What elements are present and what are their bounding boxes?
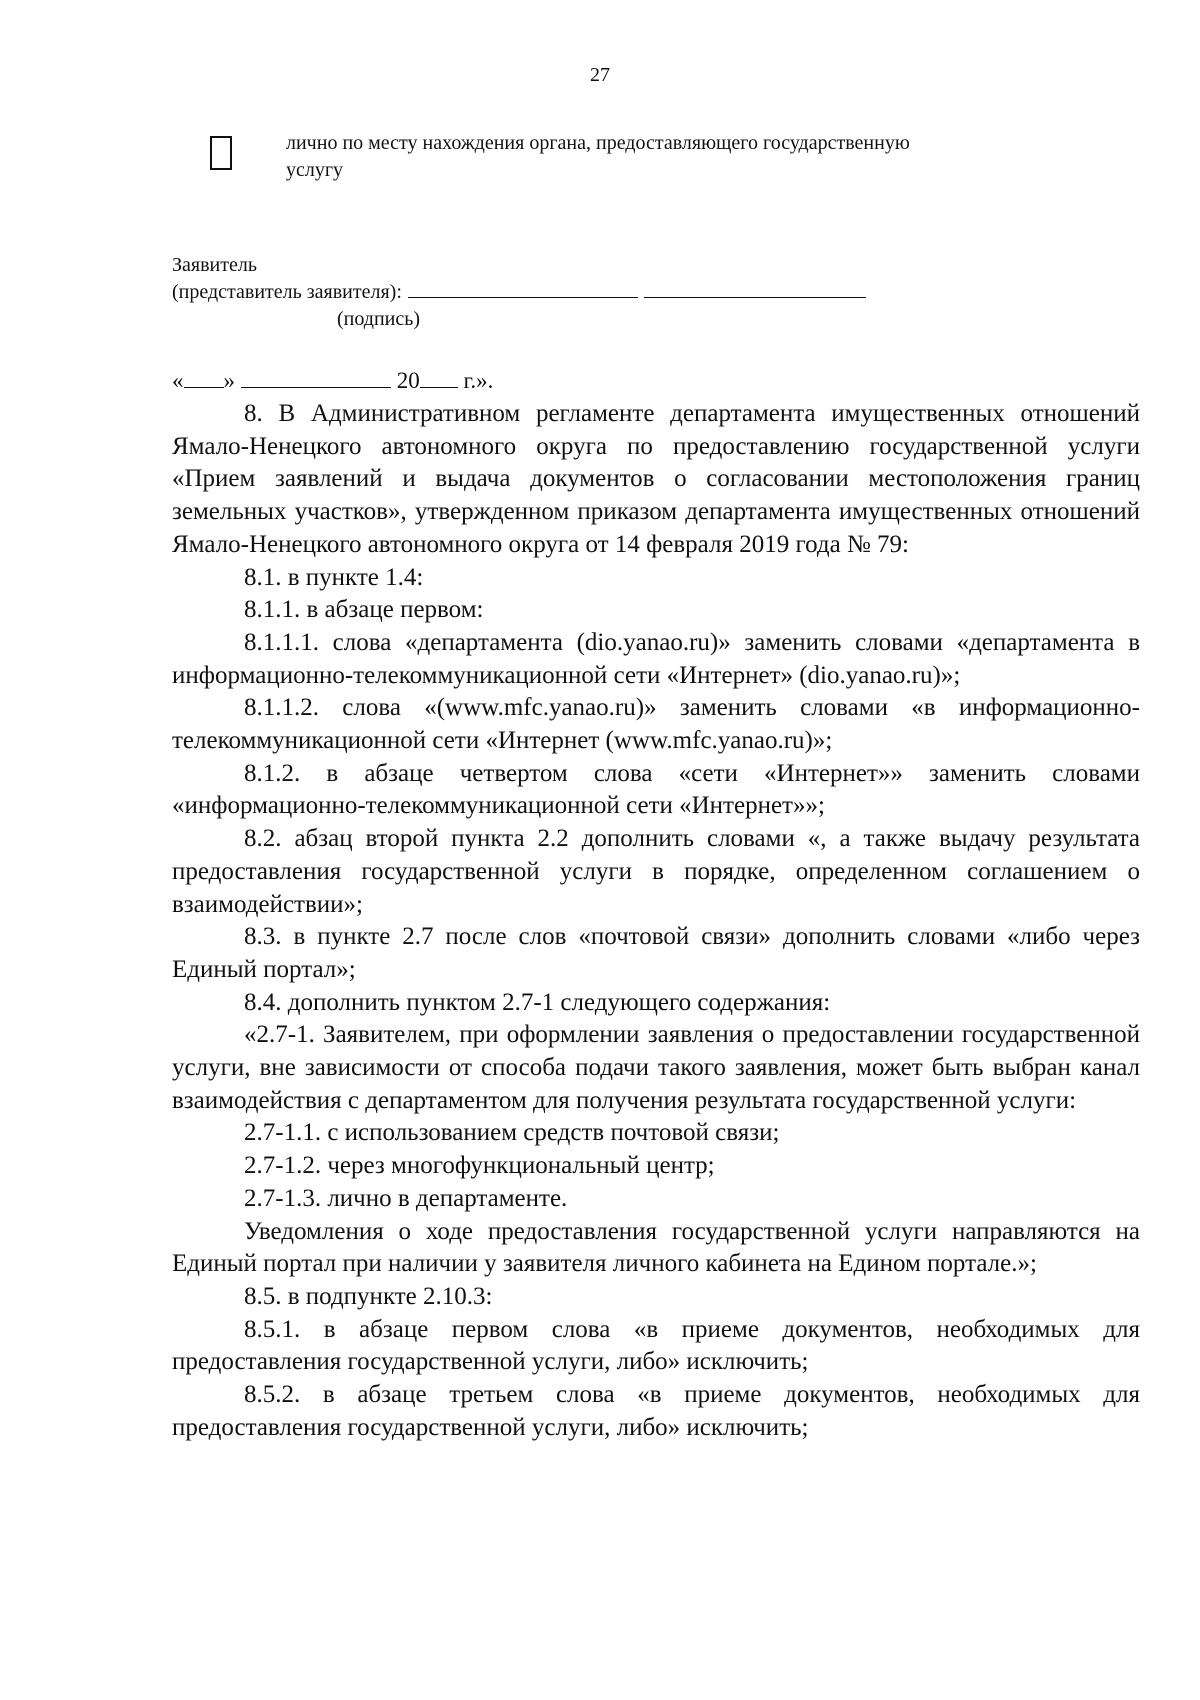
option-label-line1: лично по месту нахождения органа, предоставляющего государственную [286, 132, 910, 154]
paragraph: 8.5. в подпункте 2.10.3: [244, 1282, 493, 1310]
option-label-line2: услугу [286, 159, 344, 181]
date-close-quote: » [223, 368, 235, 393]
paragraph: 8.5.2. в абзаце третьем слова «в приеме документов, необходимых для предоставления государственной услуги, либо» исключить; [172, 1381, 1140, 1441]
paragraph: 2.7-1.2. через многофункциональный центр; [244, 1152, 715, 1180]
option-label [286, 130, 1106, 184]
paragraph: 8.2. абзац второй пункта 2.2 дополнить словами «, а также выдачу результата предоставления государственной услуги в порядке, определенном соглашением о взаимодействии»; [172, 825, 1140, 918]
paragraph: 8.1.1.2. слова «(www.mfc.yanao.ru)» заменить словами «в информационно-телекоммуникационной сети «Интернет (www.mfc.yanao.ru)»; [172, 694, 1140, 755]
date-year-prefix: 20 [396, 368, 420, 393]
signature-caption: (подпись) [337, 308, 421, 330]
paragraph: 8.3. в пункте 2.7 после слов «почтовой связи» дополнить словами «либо через Единый портал»; [172, 923, 1140, 983]
date-day-blank [184, 387, 224, 388]
paragraph: 8.5.1. в абзаце первом слова «в приеме документов, необходимых для предоставления государственной услуги, либо» исключить; [172, 1315, 1140, 1376]
paragraph: 8. В Административном регламенте департамента имущественных отношений Ямало-Ненецкого автономного округа по предоставлению государственной услуги «Прием заявлений и выдача документов о согласовании местоположения границ земельных участков», утвержденном приказом департамента имущественных отношений Ямало-Ненецкого автономного округа от 14 февраля 2019 года № 79: [172, 400, 1140, 558]
paragraph: 2.7-1.1. с использованием средств почтовой связи; [244, 1119, 780, 1147]
paragraph: 8.1.2. в абзаце четвертом слова «сети «Интернет»» заменить словами «информационно-телекоммуникационной сети «Интернет»»; [172, 759, 1140, 820]
paragraph: 2.7-1.3. лично в департаменте. [244, 1184, 568, 1212]
date-year-suffix: г.». [463, 368, 494, 393]
paragraph: 8.1. в пункте 1.4: [244, 563, 424, 591]
date-month-blank [241, 387, 391, 388]
paragraph: 8.1.1.1. слова «департамента (dio.yanao.ru)» заменить словами «департамента в информационно-телекоммуникационной сети «Интернет» (dio.yanao.ru)»; [172, 628, 1140, 689]
paragraph: Уведомления о ходе предоставления государственной услуги направляются на Единый портал при наличии у заявителя личного кабинета на Едином портале.»; [172, 1217, 1140, 1278]
option-checkbox[interactable] [210, 136, 232, 170]
date-open-quote: « [172, 368, 184, 393]
representative-row [172, 279, 1072, 306]
signature-blank [408, 297, 638, 298]
paragraph: 8.1.1. в абзаце первом: [244, 596, 484, 624]
name-blank [644, 297, 866, 298]
amendment-text [172, 398, 1140, 1445]
date-line [172, 368, 493, 394]
paragraph: 8.4. дополнить пунктом 2.7-1 следующего содержания: [244, 988, 831, 1016]
representative-label: (представитель заявителя): [172, 281, 402, 303]
date-year-blank [420, 387, 458, 388]
paragraph: «2.7-1. Заявителем, при оформлении заявления о предоставлении государственной услуги, вне зависимости от способа подачи такого заявления, может быть выбран канал взаимодействия с департаментом для получения результата государственной услуги: [172, 1021, 1140, 1114]
applicant-label: Заявитель [172, 254, 257, 276]
signature-block [172, 252, 1072, 333]
page-number: 27 [590, 64, 610, 86]
